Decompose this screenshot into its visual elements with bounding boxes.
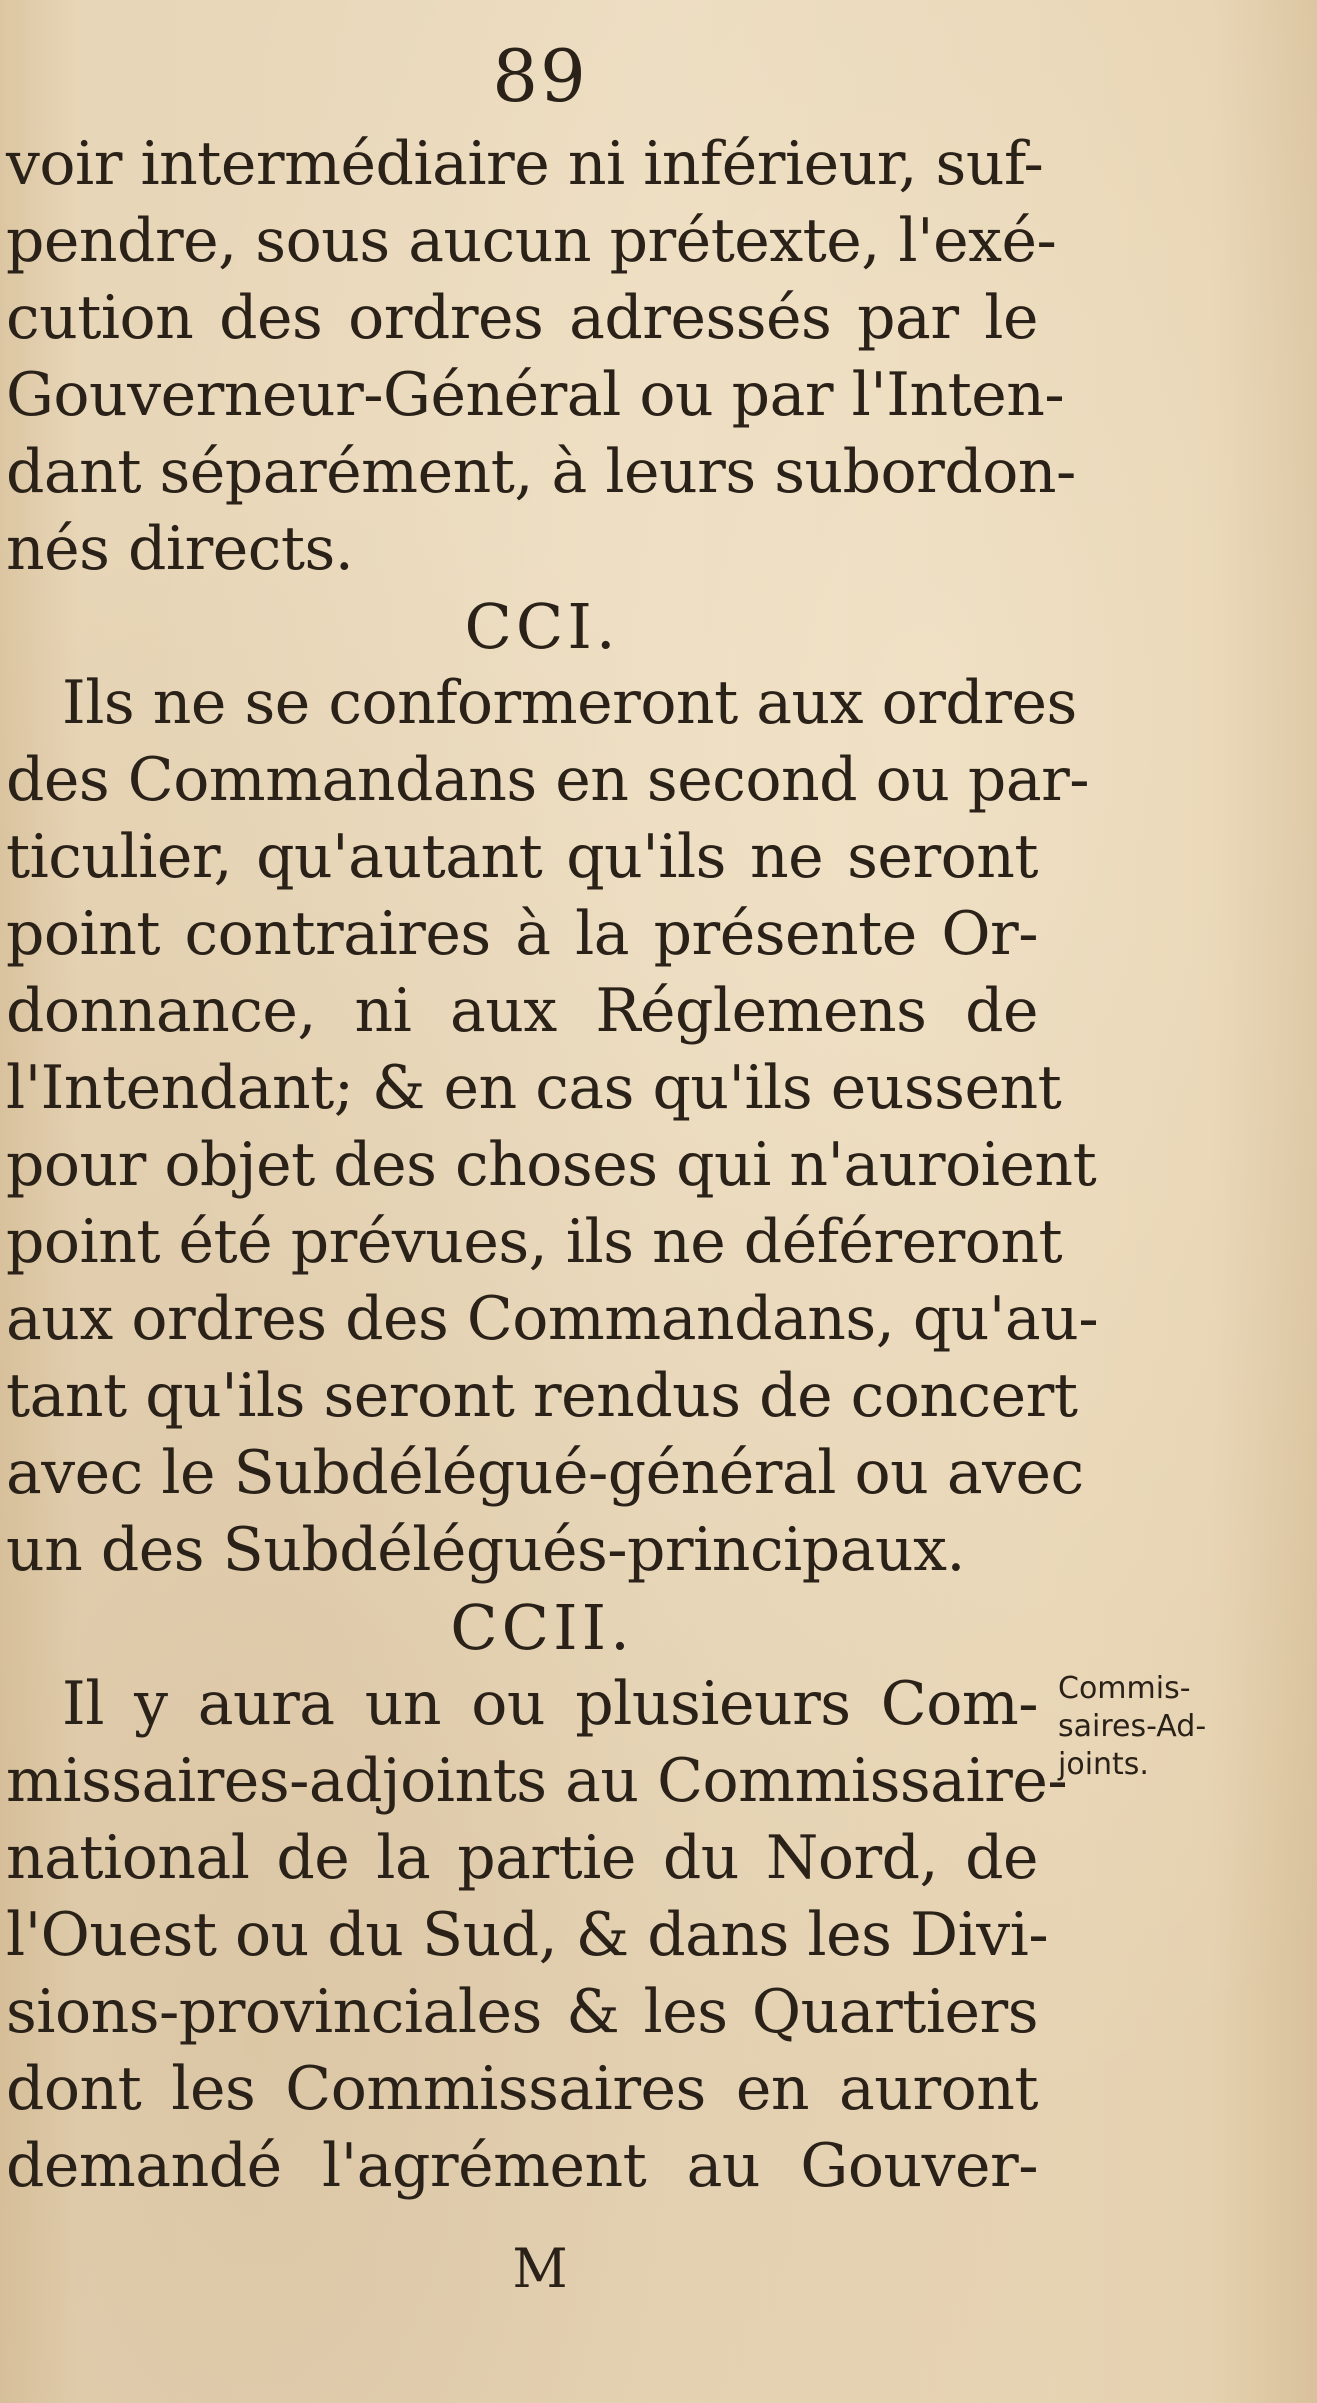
margin-note [1058, 1670, 1308, 1784]
text-line: cution des ordres adressés par le [6, 283, 1038, 353]
text-line: demandé l'agrément au Gouver- [6, 2131, 1038, 2201]
margin-note-line: Commis- [1058, 1671, 1191, 1706]
text-line: des Commandans en second ou par- [6, 745, 1090, 815]
text-line: avec le Subdélégué-général ou avec [6, 1438, 1084, 1508]
text-line: aux ordres des Commandans, qu'au- [6, 1284, 1099, 1354]
text-line: pendre, sous aucun prétexte, l'exé- [6, 206, 1057, 276]
text-line: Ils ne se conformeront aux ordres [62, 668, 1077, 738]
section-heading-cci: CCI. [464, 590, 620, 663]
text-line: national de la partie du Nord, de [6, 1823, 1038, 1893]
text-line: ticulier, qu'autant qu'ils ne seront [6, 822, 1038, 892]
section-heading-ccii: CCII. [450, 1591, 634, 1664]
text-line: point été prévues, ils ne déféreront [6, 1207, 1063, 1277]
text-line: point contraires à la présente Or- [6, 899, 1038, 969]
text-line: sions-provinciales & les Quartiers [6, 1977, 1038, 2047]
text-line: dant séparément, à leurs subordon- [6, 437, 1076, 507]
signature-mark: M [512, 2237, 568, 2300]
text-line: l'Intendant; & en cas qu'ils eussent [6, 1053, 1062, 1123]
margin-note-line: saires-Ad- [1058, 1709, 1207, 1744]
text-line: Gouverneur-Général ou par l'Inten- [6, 360, 1065, 430]
text-line: missaires-adjoints au Commissaire- [6, 1746, 1068, 1816]
text-line: un des Subdélégués-principaux. [6, 1515, 965, 1585]
text-line: voir intermédiaire ni inférieur, suf- [6, 129, 1044, 199]
page-number: 89 [492, 34, 588, 118]
body-text [6, 126, 1099, 2205]
text-line: l'Ouest ou du Sud, & dans les Divi- [6, 1900, 1049, 1970]
text-line: nés directs. [6, 514, 354, 584]
text-line: donnance, ni aux Réglemens de [6, 976, 1038, 1046]
text-line: pour objet des choses qui n'auroient [6, 1130, 1097, 1200]
text-line: Il y aura un ou plusieurs Com- [62, 1669, 1038, 1739]
text-line: tant qu'ils seront rendus de concert [6, 1361, 1078, 1431]
text-line: dont les Commissaires en auront [6, 2054, 1038, 2124]
margin-note-line: joints. [1058, 1747, 1149, 1782]
